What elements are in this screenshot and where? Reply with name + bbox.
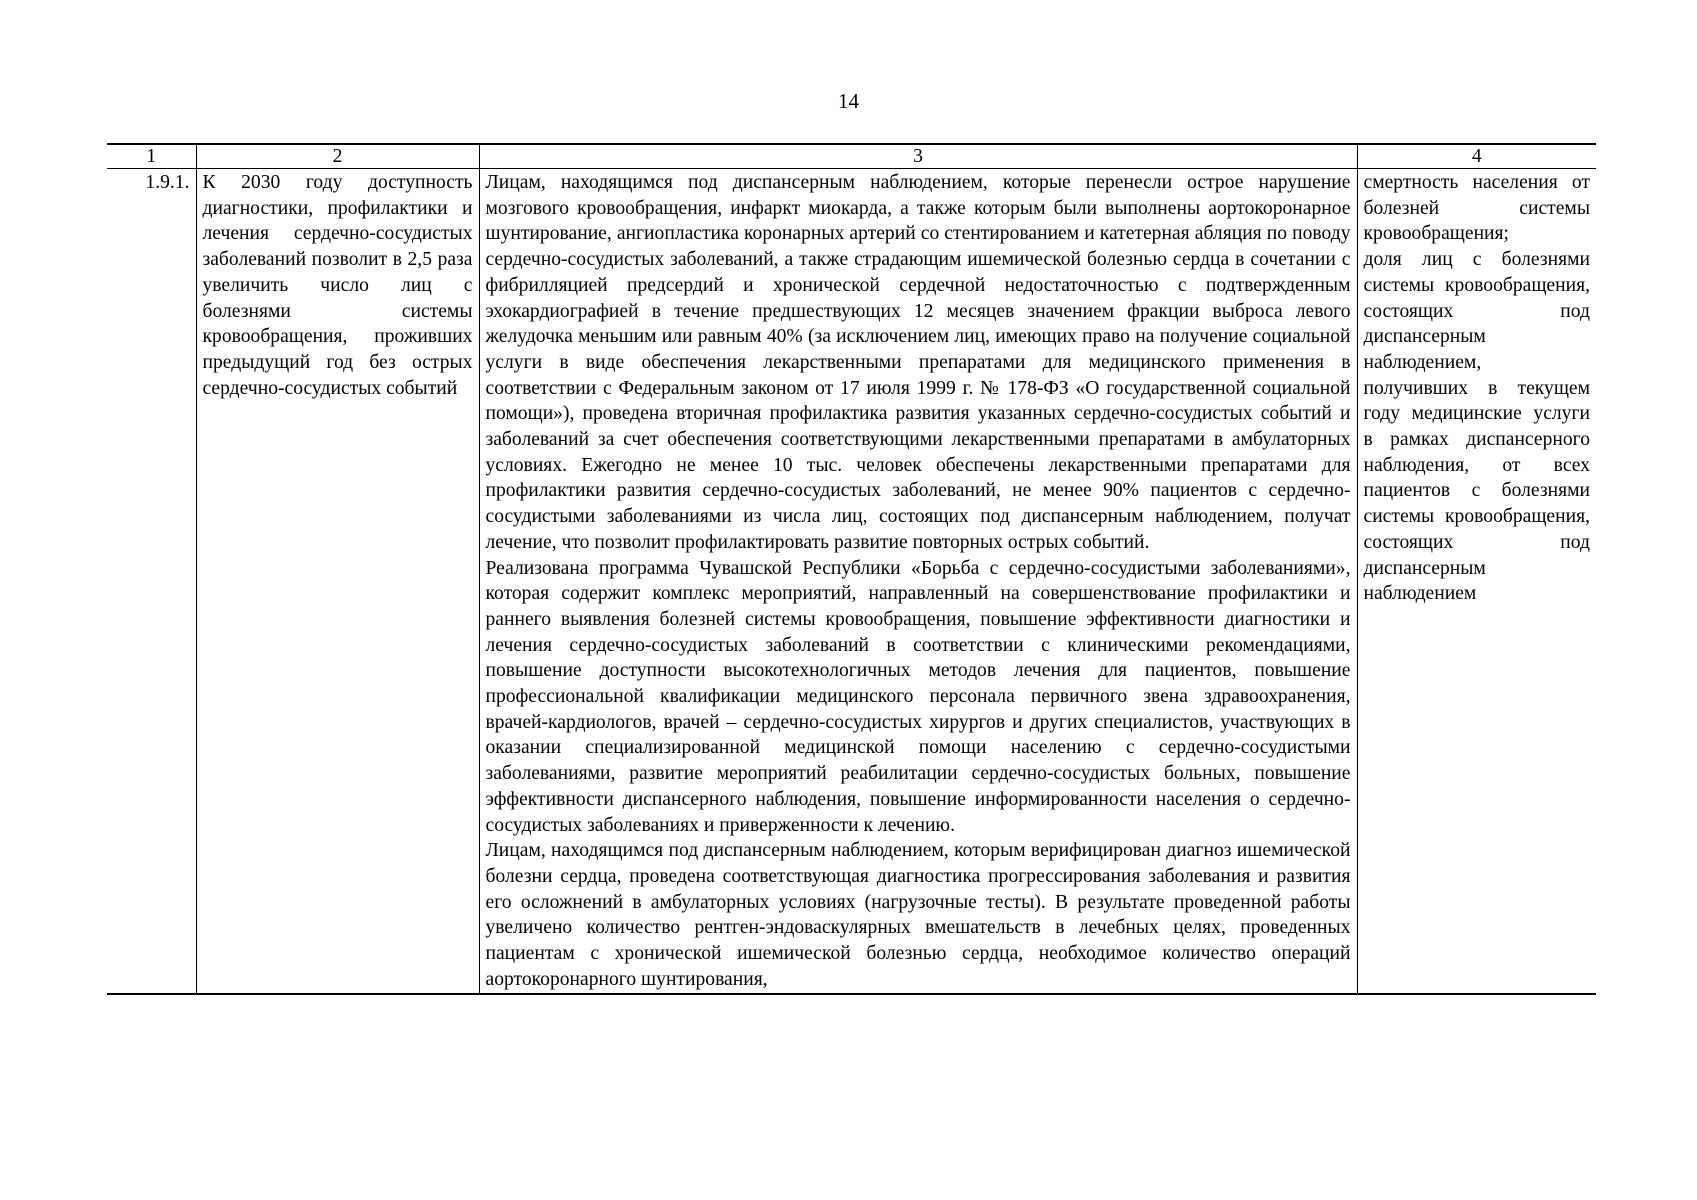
measures-paragraph-2: Реализована программа Чувашской Республики «Борьба с сердечно-сосудистыми заболеваниями», которая содержит комплекс мероприятий, направленный на совершенствование профилактики и раннего выявления болезней системы кровообращения, повышение эффективности диагностики и лечения сердечно-сосудистых заболеваний в соответствии с клиническими рекомендациями, повышение доступности высокотехнологичных методов лечения для пациентов, повышение профессиональной квалификации медицинского персонала первичного звена здравоохранения, врачей-кардиологов, врачей – сердечно-сосудистых хирургов и других специалистов, участвующих в оказании специализированной медицинской помощи населению с сердечно-сосудистыми заболеваниями, развитие мероприятий реабилитации сердечно-сосудистых больных, повышение эффективности диспансерного наблюдения, повышение информированности населения о сердечно-сосудистых заболеваниях и приверженности к лечению. (485, 557, 1351, 836)
page-number: 14 (838, 89, 859, 113)
program-table (107, 143, 1596, 995)
indicator-1: смертность населения от болезней системы кровообращения; (1363, 172, 1590, 245)
measures-paragraph-3: Лицам, находящимся под диспансерным наблюдением, которым верифицирован диагноз ишемической болезни сердца, проведена соответствующая диагностика прогрессирования заболевания и развития его осложнений в амбулаторных условиях (нагрузочные тесты). В результате проведенной работы увеличено количество рентген-эндоваскулярных вмешательств в лечебных целях, проведенных пациентам с хронической ишемической болезнью сердца, необходимое количество операций аортокоронарного шунтирования, (485, 840, 1351, 990)
column-header-2: 2 (196, 144, 479, 169)
table-row (107, 169, 1596, 994)
indicators-cell (1357, 169, 1596, 994)
column-header-1: 1 (107, 144, 196, 169)
table-header-row (107, 144, 1596, 169)
goal-text: К 2030 году доступность диагностики, профилактики и лечения сердечно-сосудистых заболеваний позволит в 2,5 раза увеличить число лиц с болезнями системы кровообращения, проживших предыдущий год без острых сердечно-сосудистых событий (196, 169, 479, 994)
measures-paragraph-1: Лицам, находящимся под диспансерным наблюдением, которые перенесли острое нарушение мозгового кровообращения, инфаркт миокарда, а также которым были выполнены аортокоронарное шунтирование, ангиопластика коронарных артерий со стентированием и катетерная абляция по поводу сердечно-сосудистых заболеваний, а также страдающим ишемической болезнью сердца в сочетании с фибрилляцией предсердий и хронической сердечной недостаточностью с подтвержденным эхокардиографией в течение предшествующих 12 месяцев значением фракции выброса левого желудочка меньшим или равным 40% (за исключением лиц, имеющих право на получение социальной услуги в виде обеспечения лекарственными препаратами для медицинского применения в соответствии с Федеральным законом от 17 июля 1999 г. № 178-ФЗ «О государственной социальной помощи»), проведена вторичная профилактика развития указанных сердечно-сосудистых событий и заболеваний за счет обеспечения соответствующими лекарственными препаратами в амбулаторных условиях. Ежегодно не менее 10 тыс. человек обеспечены лекарственными препаратами для профилактики развития сердечно-сосудистых заболеваний, не менее 90% пациентов с сердечно-сосудистыми заболеваниями из числа лиц, состоящих под диспансерным наблюдением, получат лечение, что позволит профилактировать развитие повторных острых событий. (485, 172, 1351, 553)
column-header-4: 4 (1357, 144, 1596, 169)
column-header-3: 3 (479, 144, 1357, 169)
measures-cell (479, 169, 1357, 994)
indicator-2: доля лиц с болезнями системы кровообращения, состоящих под диспансерным наблюдением, получивших в текущем году медицинские услуги в рамках диспансерного наблюдения, от всех пациентов с болезнями системы кровообращения, состоящих под диспансерным наблюдением (1363, 249, 1590, 605)
item-number: 1.9.1. (107, 169, 196, 994)
